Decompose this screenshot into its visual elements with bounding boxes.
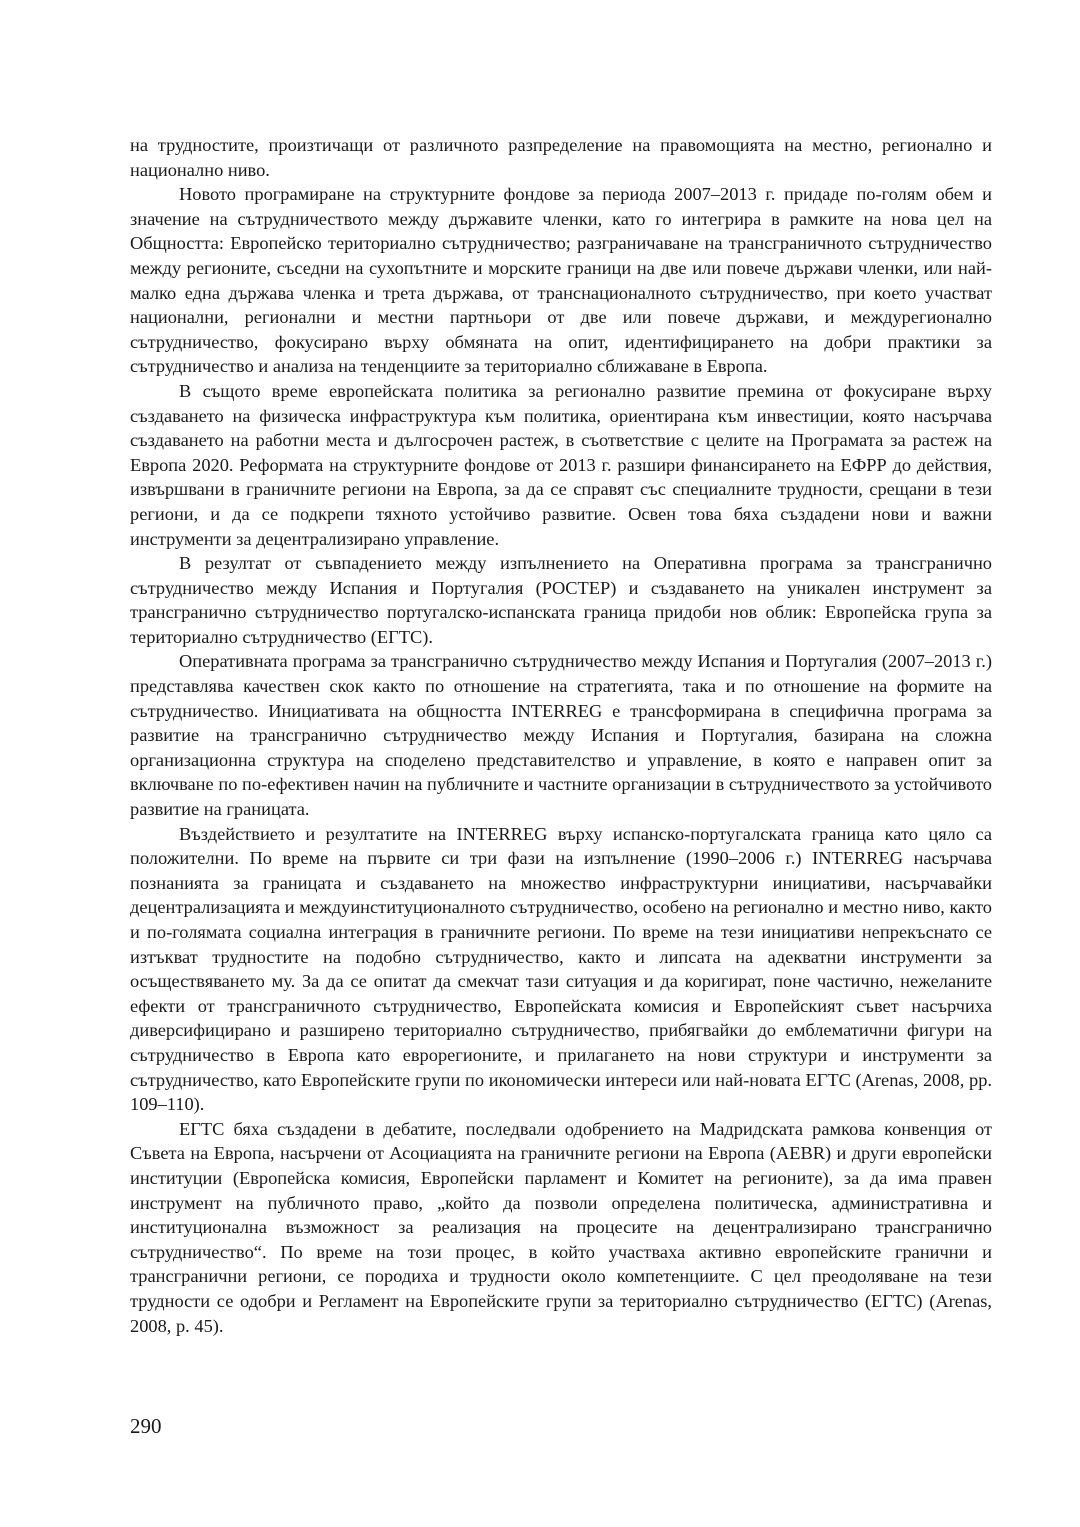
body-text [130, 133, 992, 1338]
paragraph-egtc-creation: ЕГТС бяха създадени в дебатите, последвали одобрението на Мадридската рамкова конвенция от Съвета на Европа, насърчени от Асоциацията на граничните региони на Европа (AEBR) и други европейски институции (Европейска комисия, Европейски парламент и Комитет на регионите), за да има правен инструмент на публичното право, „който да позволи определена политическа, административна и институционална възможност за реализация на процесите на децентрализирано трансгранично сътрудничество“. По време на този процес, в който участваха активно европейските гранични и трансгранични региони, се породиха и трудности около компетенциите. С цел преодоляване на тези трудности се одобри и Регламент на Европейските групи за териториално сътрудничество (ЕГТС) (Arenas, 2008, p. 45). [130, 1118, 992, 1336]
paragraph-interreg-impact: Въздействието и резултатите на INTERREG върху испанско-португалската граница като цяло са положителни. По време на първите си три фази на изпълнение (1990–2006 г.) INTERREG насърчава познанията за границата и създаването на множество инфраструктурни инициативи, насърчавайки децентрализацията и междуинституционалното сътрудничество, особено на регионално и местно ниво, както и по-голямата социална интеграция в граничните региони. По време на тези инициативи непрекъснато се изтъкват трудностите на подобно сътрудничество, както и липсата на адекватни инструменти за осъществяването му. За да се опитат да смекчат тази ситуация и да коригират, поне частично, нежеланите ефекти от трансграничното сътрудничество, Европейската комисия и Европейският съвет насърчиха диверсифицирано и разширено териториално сътрудничество, прибягвайки до емблематични фигури на сътрудничество в Европа като еврорeгионите, и прилагането на нови структури и инструменти за сътрудничество, като Европейските групи по икономически интереси или най-новата ЕГТС (Arenas, 2008, pp. 109–110). [130, 823, 992, 1115]
paragraph-programming-2007-2013: Новото програмиране на структурните фондове за периода 2007–2013 г. придаде по-голям обем и значение на сътрудничеството между държавите членки, като го интегрира в рамките на нова цел на Общността: Европейско териториално сътрудничество; разграничаване на трансграничното сътрудничество между регионите, съседни на сухопътните и морските граници на две или повече държави членки, или най-малко една държава членка и трета държава, от транснационалното сътрудничество, при което участват национални, регионални и местни партньори от две или повече държави, и междурегионално сътрудничество, фокусирано върху обмяната на опит, идентифицирането на добри практики за сътрудничество и анализа на тенденциите за териториално сближаване в Европа. [130, 184, 992, 377]
page-number: 290 [130, 1414, 162, 1438]
paragraph-poctep: В резултат от съвпадението между изпълнението на Оперативна програма за трансгранично сътрудничество между Испания и Португалия (POCTEP) и създаването на уникален инструмент за трансгранично сътрудничество португалско-испанската граница придоби нов облик: Европейска група за териториално сътрудничество (ЕГТС). [130, 553, 992, 647]
paragraph-operational-programme: Оперативната програма за трансгранично сътрудничество между Испания и Португалия (2007–2013 г.) представлява качествен скок както по отношение на стратегията, така и по отношение на формите на сътрудничество. Инициативата на общността INTERREG е трансформирана в специфична програма за развитие на трансгранично сътрудничество между Испания и Португалия, базирана на сложна организационна структура на споделено представителство и управление, в която е направен опит за включване по по-ефективен начин на публичните и частните организации в сътрудничеството за устойчивото развитие на границата. [130, 651, 992, 820]
paragraph-continuation: на трудностите, произтичащи от различното разпределение на правомощията на местно, регионално и национално ниво. [130, 135, 992, 180]
paragraph-regional-policy: В същото време европейската политика за регионално развитие премина от фокусиране върху създаването на физическа инфраструктура към политика, ориентирана към инвестиции, която насърчава създаването на работни места и дългосрочен растеж, в съответствие с целите на Програмата за растеж на Европа 2020. Реформата на структурните фондове от 2013 г. разшири финансирането на ЕФРР до действия, извършвани в граничните региони на Европа, за да се справят със специалните трудности, срещани в тези региони, и да се подкрепи тяхното устойчиво развитие. Освен това бяха създадени нови и важни инструменти за децентрализирано управление. [130, 380, 992, 549]
